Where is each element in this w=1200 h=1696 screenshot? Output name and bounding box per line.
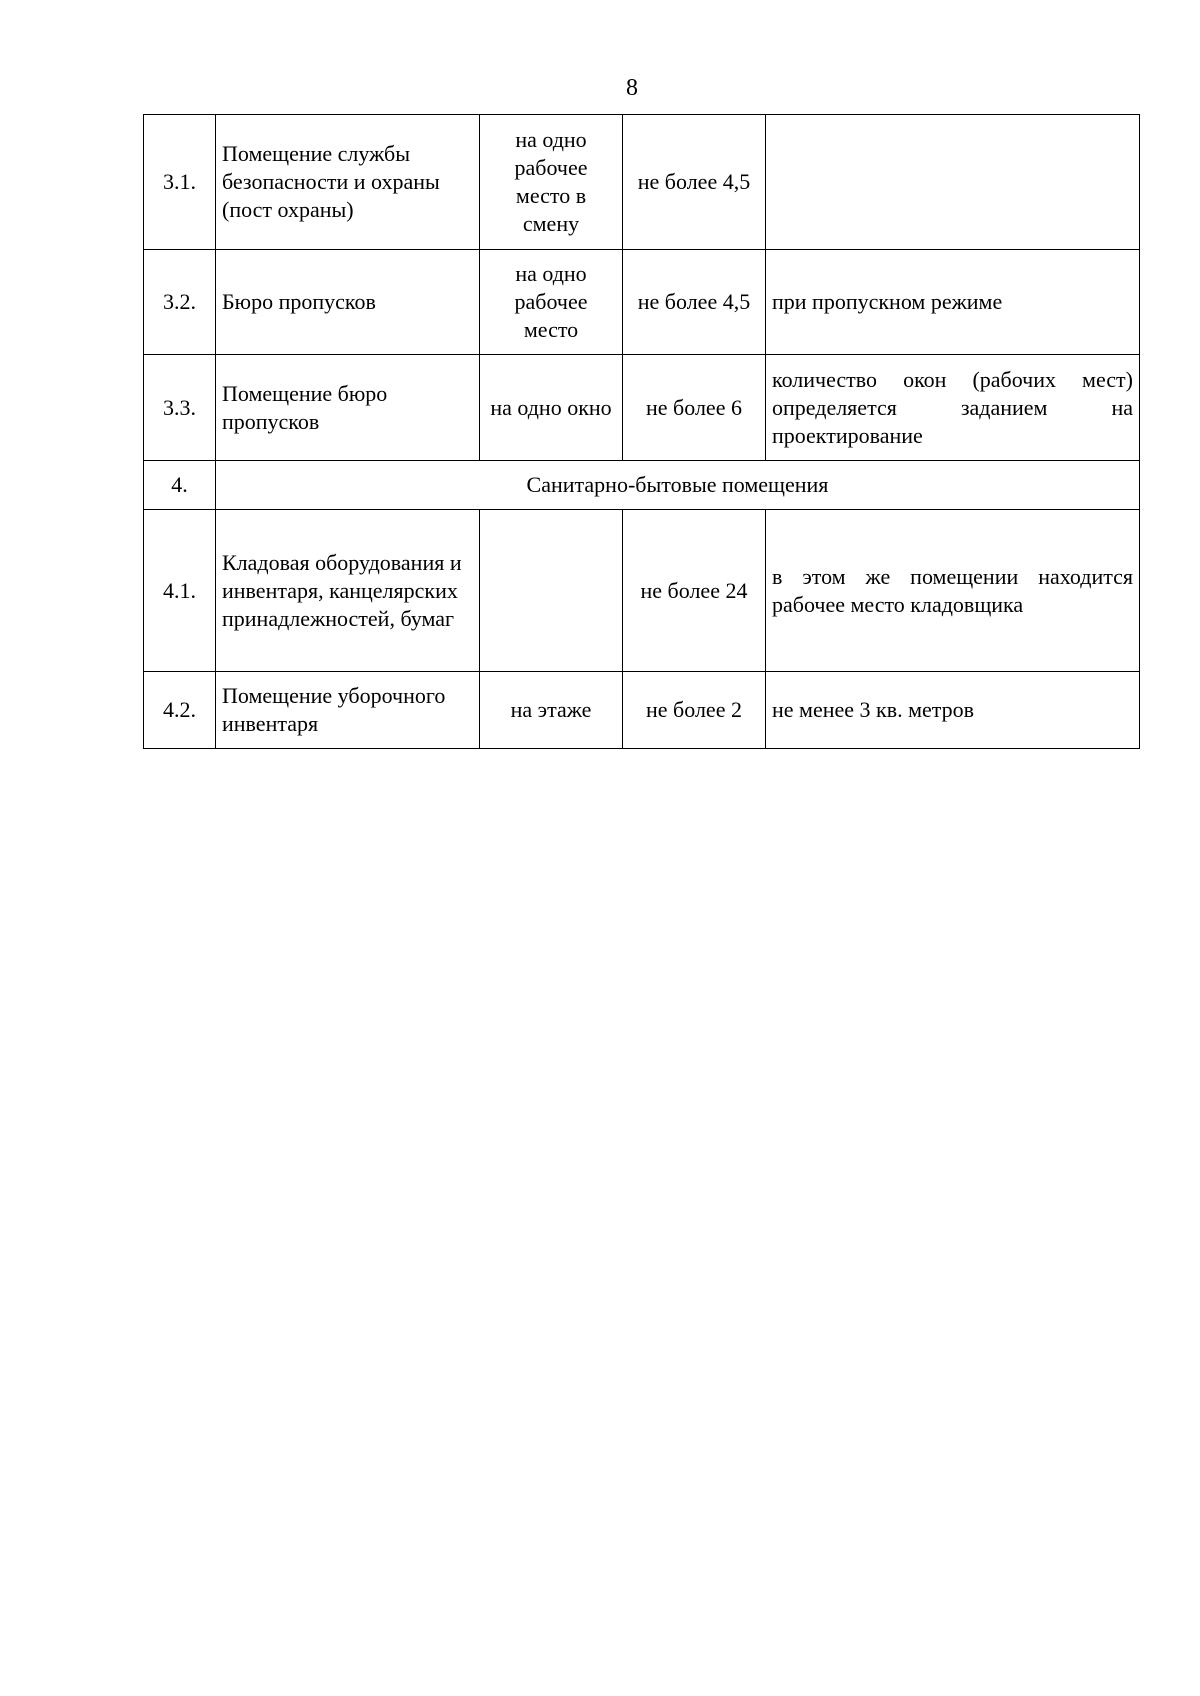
table-row [144,672,1140,749]
row-number: 3.1. [144,115,216,250]
area-norm: не более 24 [623,510,766,672]
calculation-unit: на этаже [480,672,623,749]
area-norm: не более 4,5 [623,250,766,355]
calculation-unit: на одно рабочее место [480,250,623,355]
room-name: Помещение уборочного инвентаря [216,672,480,749]
row-number: 3.3. [144,355,216,461]
row-number: 4.2. [144,672,216,749]
table-row [144,510,1140,672]
room-name: Помещение бюро пропусков [216,355,480,461]
page-number: 8 [626,75,638,101]
note [766,115,1140,250]
room-name: Кладовая оборудования и инвентаря, канцелярских принадлежностей, бумаг [216,510,480,672]
table-row [144,250,1140,355]
note: не менее 3 кв. метров [766,672,1140,749]
area-norm: не более 4,5 [623,115,766,250]
note: при пропускном режиме [766,250,1140,355]
row-number: 3.2. [144,250,216,355]
room-name: Помещение службы безопасности и охраны (пост охраны) [216,115,480,250]
table-row [144,355,1140,461]
note: количество окон (рабочих мест) определяется заданием на проектирование [766,355,1140,461]
area-norm: не более 2 [623,672,766,749]
calculation-unit [480,510,623,672]
calculation-unit: на одно рабочее место в смену [480,115,623,250]
norms-table [143,114,1140,749]
note: в этом же помещении находится рабочее место кладовщика [766,510,1140,672]
section-row [144,461,1140,510]
section-title: Санитарно-бытовые помещения [216,461,1140,510]
row-number: 4.1. [144,510,216,672]
table-row [144,115,1140,250]
calculation-unit: на одно окно [480,355,623,461]
section-number: 4. [144,461,216,510]
area-norm: не более 6 [623,355,766,461]
room-name: Бюро пропусков [216,250,480,355]
